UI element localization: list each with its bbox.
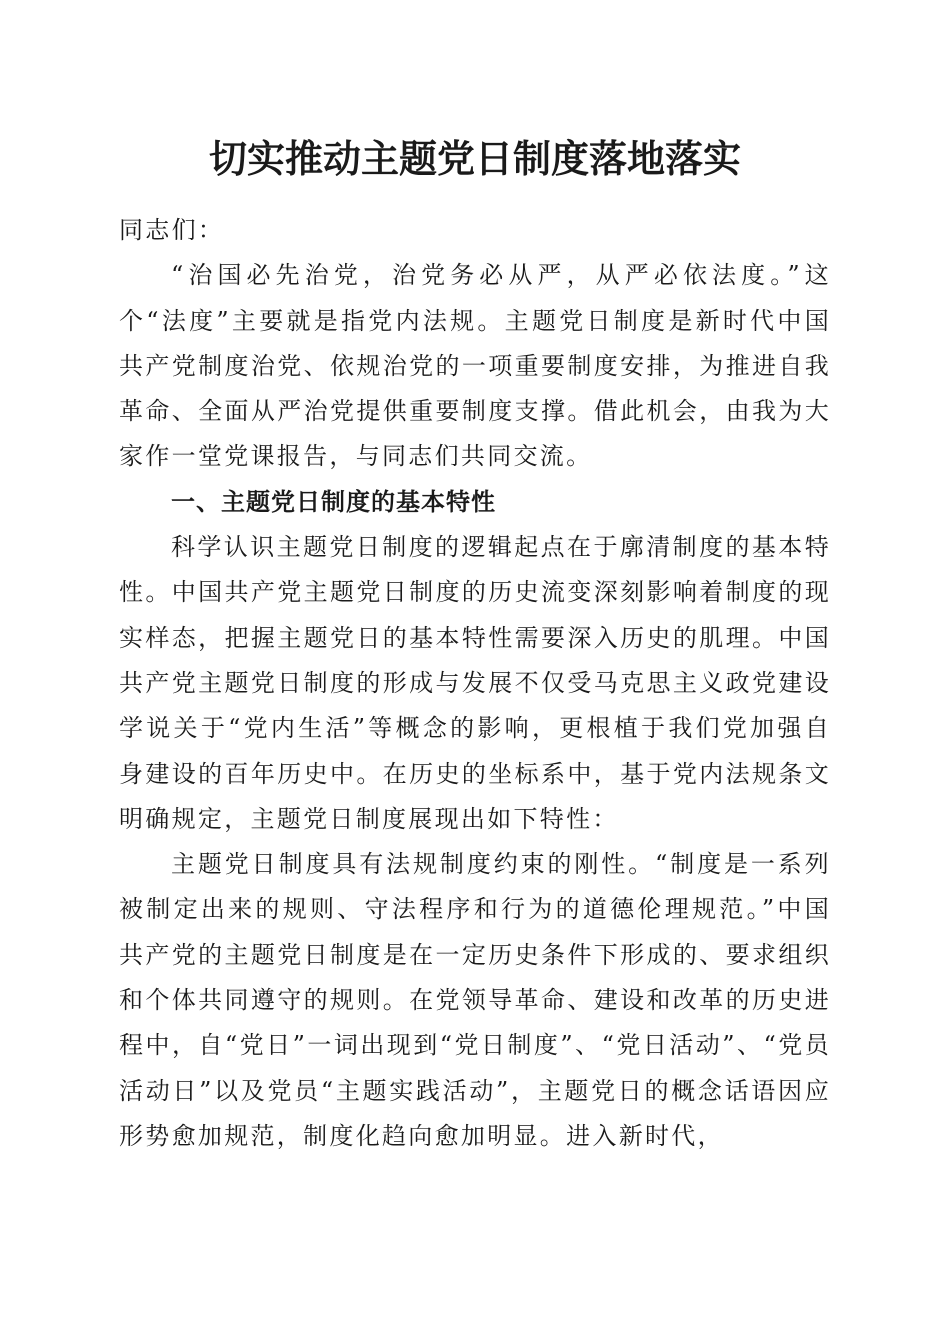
document-title: 切实推动主题党日制度落地落实 bbox=[208, 136, 741, 181]
document-body bbox=[119, 208, 831, 1159]
paragraph-rigidity: 主题党日制度具有法规制度约束的刚性。“制度是一系列被制定出来的规则、守法程序和行为的道德伦理规范。”中国共产党的主题党日制度是在一定历史条件下形成的、要求组织和个体共同遵守的规则。在党领导革命、建设和改革的历史进程中，自“党日”一词出现到“党日制度”、“党日活动”、“党员活动日”以及党员“主题实践活动”，主题党日的概念话语因应形势愈加规范，制度化趋向愈加明显。进入新时代， bbox=[119, 850, 831, 1150]
paragraph-intro: “治国必先治党，治党务必从严，从严必依法度。”这个“法度”主要就是指党内法规。主题党日制度是新时代中国共产党制度治党、依规治党的一项重要制度安排，为推进自我革命、全面从严治党提供重要制度支撑。借此机会，由我为大家作一堂党课报告，与同志们共同交流。 bbox=[119, 261, 831, 471]
salutation: 同志们： bbox=[119, 216, 225, 244]
section-heading: 一、主题党日制度的基本特性 bbox=[171, 487, 496, 516]
paragraph-basic-features: 科学认识主题党日制度的逻辑起点在于廓清制度的基本特性。中国共产党主题党日制度的历史流变深刻影响着制度的现实样态，把握主题党日的基本特性需要深入历史的肌理。中国共产党主题党日制度的形成与发展不仅受马克思主义政党建设学说关于“党内生活”等概念的影响，更根植于我们党加强自身建设的百年历史中。在历史的坐标系中，基于党内法规条文明确规定，主题党日制度展现出如下特性： bbox=[119, 533, 831, 833]
